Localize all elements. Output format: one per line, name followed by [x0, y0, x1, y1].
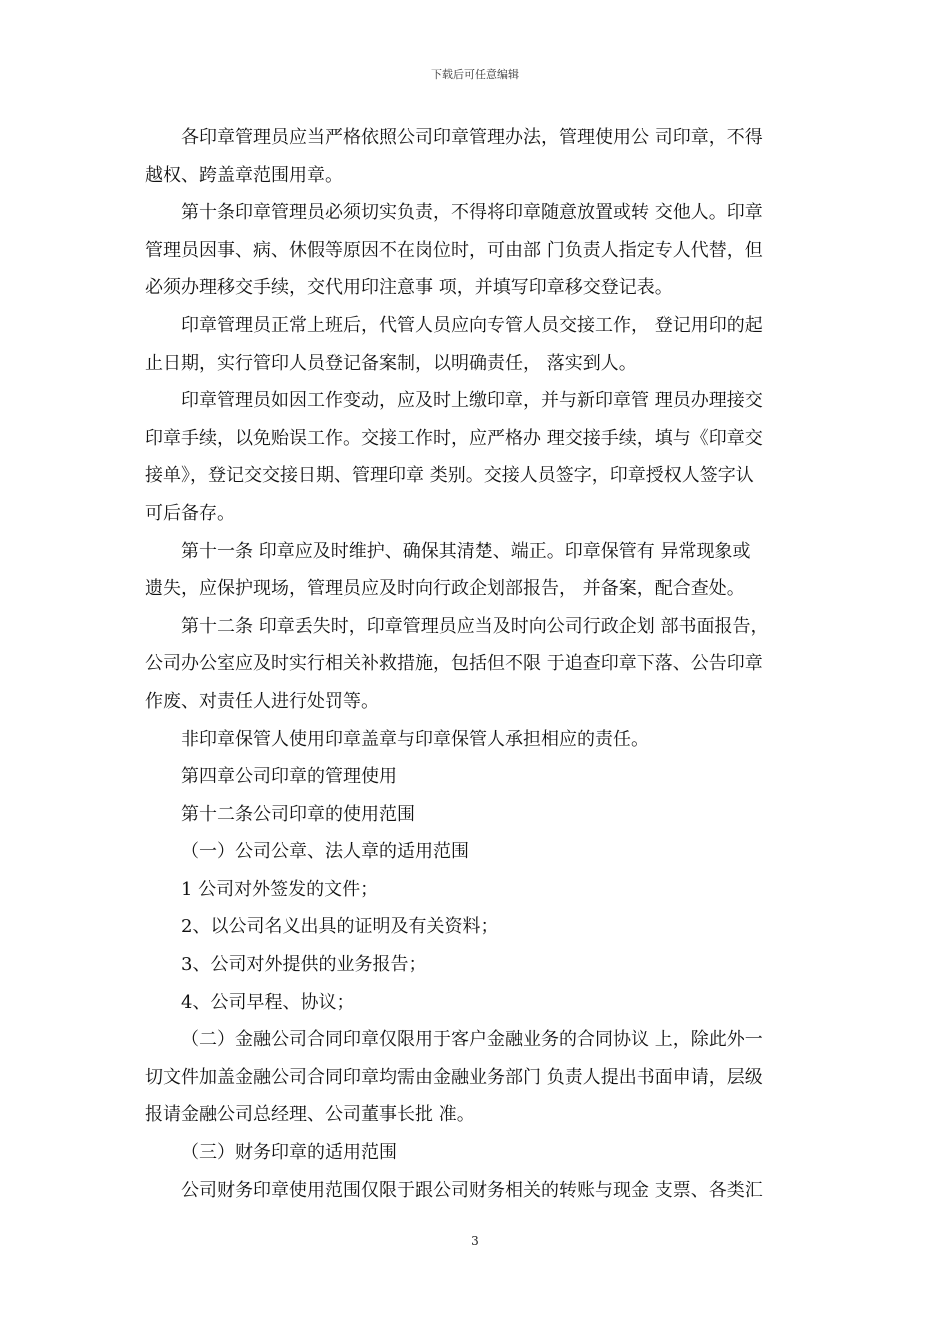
list-item: 1 公司对外签发的文件； — [181, 878, 379, 900]
list-item: 2、以公司名义出具的证明及有关资料； — [181, 916, 499, 938]
text-line: 第十二条 印章丢失时，印章管理员应当及时向公司行政企划 部书面报告， — [181, 615, 769, 637]
text-line: 第十条印章管理员必须切实负责，不得将印章随意放置或转 交他人。印章 — [181, 202, 763, 224]
text-line: 第十一条 印章应及时维护、确保其清楚、端正。印章保管有 异常现象或 — [181, 540, 751, 562]
text-line: 作废、对责任人进行处罚等。 — [145, 690, 379, 712]
text-line: 止日期，实行管印人员登记备案制，以明确责任， 落实到人。 — [145, 352, 637, 374]
list-item: 3、公司对外提供的业务报告； — [181, 954, 427, 976]
text-line: 必须办理移交手续，交代用印注意事 项，并填写印章移交登记表。 — [145, 277, 673, 299]
text-line: 印章管理员如因工作变动，应及时上缴印章，并与新印章管 理员办理接交 — [181, 390, 763, 412]
text-line: 非印章保管人使用印章盖章与印章保管人承担相应的责任。 — [181, 728, 649, 750]
text-line: （一）公司公章、法人章的适用范围 — [181, 841, 469, 863]
text-line: 可后备存。 — [145, 502, 235, 524]
text-line: 印章手续，以免贻误工作。交接工作时，应严格办 理交接手续，填与《印章交 — [145, 427, 763, 449]
text-line: （三）财务印章的适用范围 — [181, 1142, 397, 1164]
text-line: 各印章管理员应当严格依照公司印章管理办法，管理使用公 司印章，不得 — [181, 127, 763, 148]
text-line: 越权、跨盖章范围用章。 — [145, 164, 343, 186]
text-line: 报请金融公司总经理、公司董事长批 准。 — [145, 1104, 475, 1126]
document-body — [145, 119, 815, 1209]
text-line: （二）金融公司合同印章仅限用于客户金融业务的合同协议 上，除此外一 — [181, 1029, 763, 1051]
text-line: 第十二条公司印章的使用范围 — [181, 803, 415, 825]
text-line: 公司办公室应及时实行相关补救措施，包括但不限 于追查印章下落、公告印章 — [145, 653, 763, 675]
page-header: 下载后可任意编辑 — [431, 68, 519, 81]
text-line: 遗失，应保护现场，管理员应及时向行政企划部报告， 并备案，配合查处。 — [145, 578, 745, 600]
text-line: 公司财务印章使用范围仅限于跟公司财务相关的转账与现金 支票、各类汇 — [181, 1179, 763, 1201]
list-item: 4、公司早程、协议； — [181, 991, 355, 1013]
chapter-heading: 第四章公司印章的管理使用 — [181, 766, 397, 788]
text-line: 接单》，登记交交接日期、管理印章 类别。交接人员签字，印章授权人签字认 — [145, 465, 754, 487]
text-line: 管理员因事、病、休假等原因不在岗位时，可由部 门负责人指定专人代替，但 — [145, 239, 763, 261]
page-number: 3 — [471, 1234, 479, 1248]
text-line: 切文件加盖金融公司合同印章均需由金融业务部门 负责人提出书面申请，层级 — [145, 1066, 763, 1088]
text-line: 印章管理员正常上班后，代管人员应向专管人员交接工作， 登记用印的起 — [181, 314, 763, 336]
